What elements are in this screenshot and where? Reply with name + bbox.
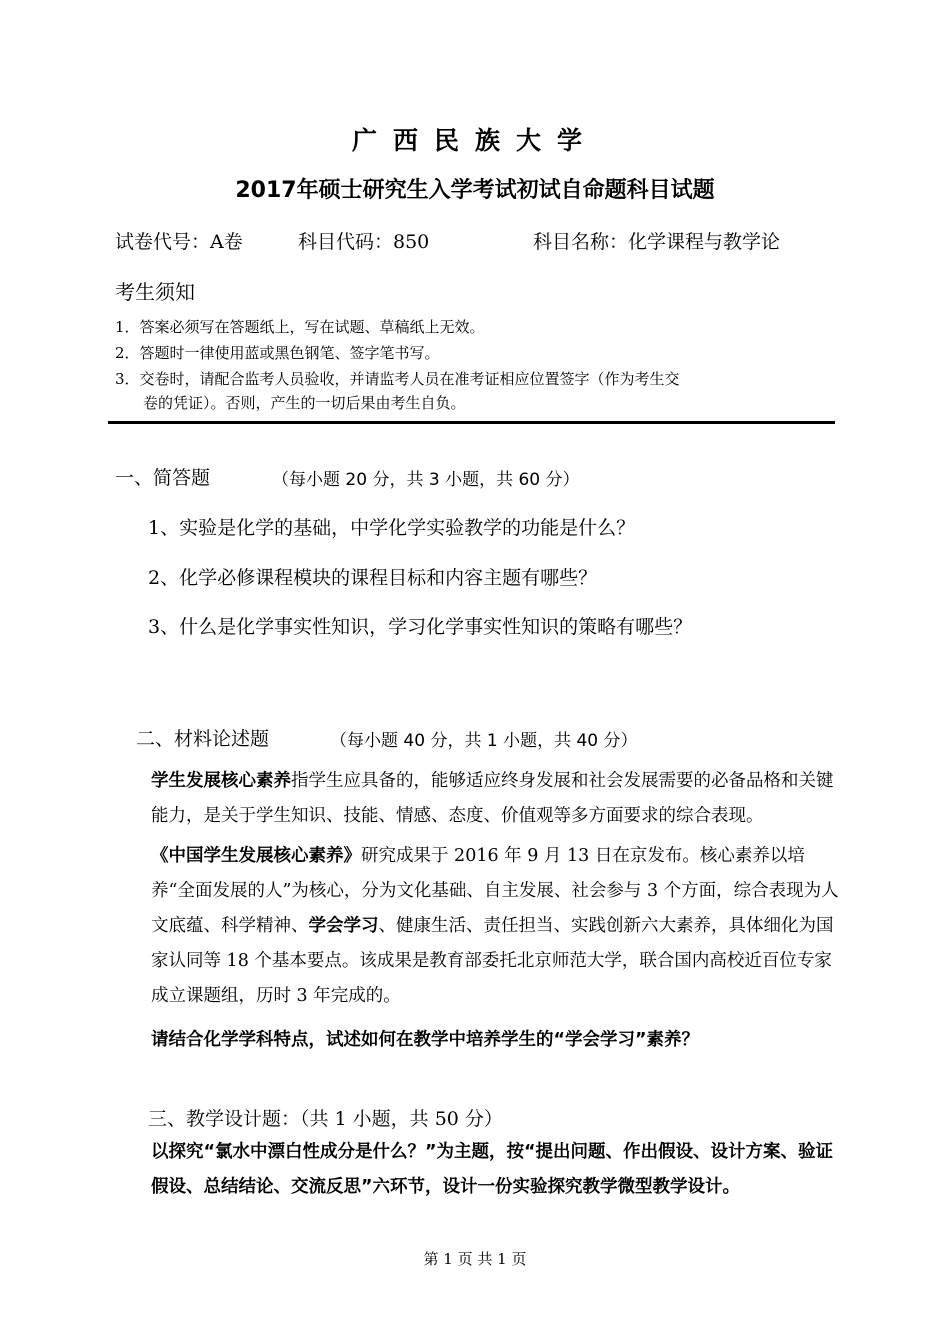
page-footer: 第 1 页 共 1 页 <box>423 1250 527 1268</box>
material-paragraph-2 <box>115 839 840 1014</box>
subject-code: 科目代码：850 <box>298 231 430 253</box>
section1-title: 一、简答题 <box>115 467 211 489</box>
notice-item: 卷的凭证）。否则，产生的一切后果由考生自负。 <box>143 394 466 412</box>
exam-title: 2017年硕士研究生入学考试初试自命题科目试题 <box>235 178 715 203</box>
subject-name: 科目名称：化学课程与教学论 <box>533 231 781 253</box>
core-literacy-term: 学生发展核心素养 <box>151 771 291 791</box>
notice-heading: 考生须知 <box>115 280 195 304</box>
design-question <box>115 1135 840 1205</box>
notice-item: 3．交卷时，请配合监考人员验收，并请监考人员在准考证相应位置签字（作为考生交 <box>115 370 680 388</box>
paper-code: 试卷代号：A卷 <box>115 231 243 253</box>
section3-title: 三、教学设计题：（共 1 小题，共 50 分） <box>148 1108 503 1130</box>
notice-item: 1．答案必须写在答题纸上，写在试题、草稿纸上无效。 <box>115 318 485 336</box>
question-1: 1、实验是化学的基础，中学化学实验教学的功能是什么？ <box>148 517 636 539</box>
design-question-text: 以探究“氯水中漂白性成分是什么？”为主题，按“提出问题、作出假设、设计方案、验证假设、总结结论、交流反思”六环节，设计一份实验探究教学微型教学设计。 <box>151 1142 834 1197</box>
section2-title: 二、材料论述题 <box>136 728 270 750</box>
paragraph-text: 、健康生活、责任担当、实践创新六大素养，具体细化为国家认同等 18 个基本要点。该成果是教育部委托北京师范大学，联合国内高校近百位专家成立课题组，历时 3 年完成的。 <box>151 916 834 1006</box>
book-title: 《中国学生发展核心素养》 <box>151 846 361 866</box>
material-question: 请结合化学学科特点，试述如何在教学中培养学生的“学会学习”素养？ <box>151 1030 700 1050</box>
section1-note: （每小题 20 分，共 3 小题，共 60 分） <box>272 470 580 490</box>
divider-rule <box>108 421 835 424</box>
university-title: 广西民族大学 <box>351 126 598 155</box>
question-3: 3、什么是化学事实性知识，学习化学事实性知识的策略有哪些？ <box>148 616 693 638</box>
question-2: 2、化学必修课程模块的课程目标和内容主题有哪些？ <box>148 567 598 589</box>
notice-item: 2．答题时一律使用蓝或黑色钢笔、签字笔书写。 <box>115 344 440 362</box>
paragraph-text: 研究成果于 2016 年 9 月 13 日在京发布。核心素养以培养“全面发展的人”为核心，分为文化基础、自主发展、社会参与 3 个方面，综合表现为人文底蕴、科学精神、 <box>151 846 839 936</box>
paragraph-text: 指学生应具备的，能够适应终身发展和社会发展需要的必备品格和关键能力，是关于学生知识、技能、情感、态度、价值观等多方面要求的综合表现。 <box>151 771 834 826</box>
learn-to-learn-term: 学会学习 <box>308 916 379 936</box>
section2-note: （每小题 40 分，共 1 小题，共 40 分） <box>330 731 638 751</box>
material-paragraph-1 <box>115 764 840 834</box>
